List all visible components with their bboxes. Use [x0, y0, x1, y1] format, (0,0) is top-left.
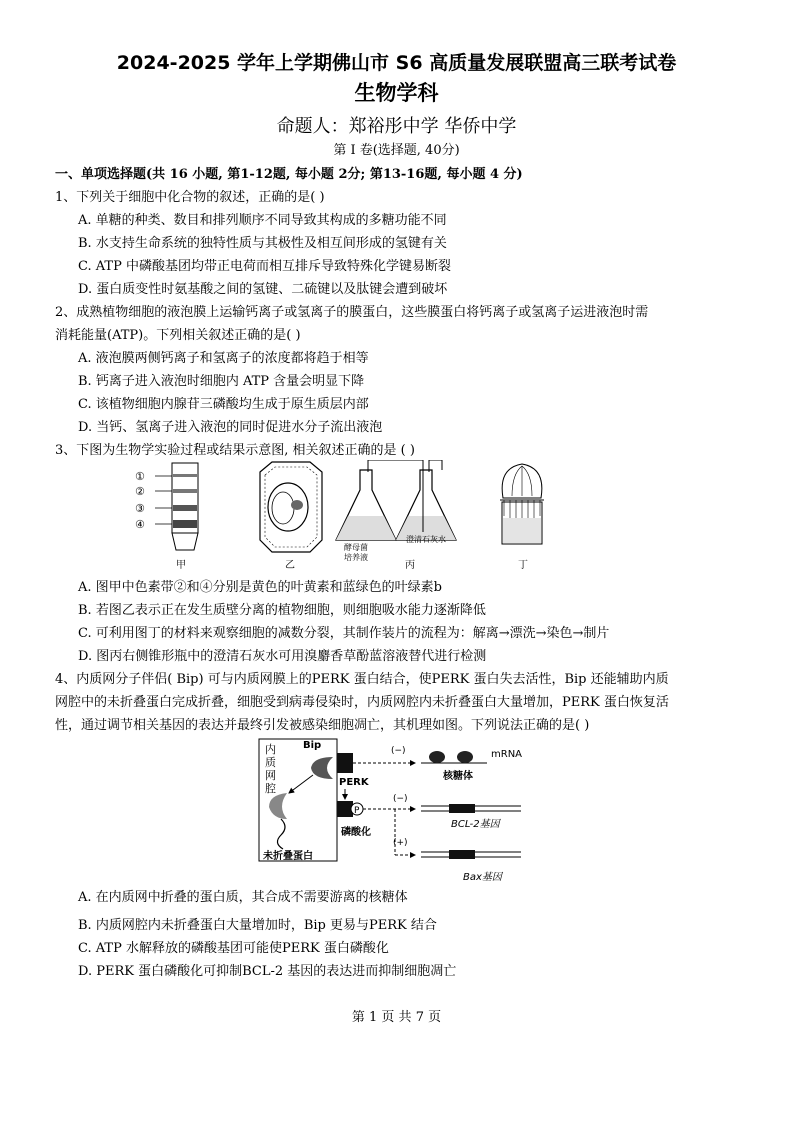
ribosome-2: [457, 751, 473, 763]
fig3-plant-cell: [260, 462, 322, 552]
bax-gene: [449, 850, 475, 859]
q2-stem-line-2: 消耗能量(ATP)。下列相关叙述正确的是( ): [55, 328, 301, 343]
er-label-4: 腔: [265, 782, 276, 795]
q4-option-b: B. 内质网腔内未折叠蛋白大量增加时，Bip 更易与PERK 结合: [78, 918, 437, 933]
q1-option-c: C. ATP 中磷酸基团均带正电荷而相互排斥导致特殊化学键易断裂: [78, 259, 451, 274]
er-label-2: 质: [265, 756, 276, 769]
band-label-4: ④: [135, 518, 145, 531]
fig3-onion-beaker: [500, 464, 544, 544]
q4-stem-line-1: 4、内质网分子伴侣( Bip) 可与内质网膜上的PERK 蛋白结合，使PERK 蛋白失去活性，Bip 还能辅助内质: [55, 672, 669, 687]
flask-label-medium: 培养液: [344, 553, 368, 562]
phosphate-label: P: [354, 806, 360, 816]
figure-3: [120, 460, 560, 565]
fig3-chromatography-strip: [135, 463, 198, 550]
q1-option-a: A. 单糖的种类、数目和排列顺序不同导致其构成的多糖功能不同: [78, 213, 447, 228]
mrna-label: mRNA: [491, 749, 523, 760]
band-label-2: ②: [135, 485, 145, 498]
fig3-caption-yi: 乙: [285, 560, 295, 571]
q3-option-b: B. 若图乙表示正在发生质壁分离的植物细胞，则细胞吸水能力逐渐降低: [78, 603, 486, 618]
er-label-1: 内: [265, 743, 276, 756]
sign-bcl2: (−): [393, 794, 408, 804]
flask-label-yeast: 酵母菌: [344, 543, 368, 552]
author-line: 命题人：郑裕彤中学 华侨中学: [276, 116, 517, 137]
part-heading: 第 I 卷(选择题, 40分): [333, 143, 460, 158]
sign-bax: (+): [393, 838, 408, 848]
fig3-flasks: [336, 460, 456, 562]
q2-option-a: A. 液泡膜两侧钙离子和氢离子的浓度都将趋于相等: [78, 351, 369, 366]
q2-option-c: C. 该植物细胞内腺苷三磷酸均生成于原生质层内部: [78, 397, 369, 412]
q3-option-c: C. 可利用图丁的材料来观察细胞的减数分裂，其制作装片的流程为：解离→漂洗→染色→制片: [78, 626, 610, 641]
page-footer: 第 1 页 共 7 页: [351, 1010, 442, 1025]
phosphorylation-label: 磷酸化: [341, 827, 371, 838]
title-line-1: 2024-2025 学年上学期佛山市 S6 高质量发展联盟高三联考试卷: [116, 52, 677, 74]
bcl2-label: BCL-2基因: [451, 819, 500, 830]
band-label-3: ③: [135, 502, 145, 515]
q3-option-d: D. 图丙右侧锥形瓶中的澄清石灰水可用溴麝香草酚蓝溶液替代进行检测: [78, 649, 487, 664]
q2-stem-line-1: 2、成熟植物细胞的液泡膜上运输钙离子或氢离子的膜蛋白，这些膜蛋白将钙离子或氢离子运进液泡时需: [55, 305, 649, 320]
q1-option-d: D. 蛋白质变性时氨基酸之间的氢键、二硫键以及肽键会遭到破坏: [78, 282, 448, 297]
q1-stem: 1、下列关于细胞中化合物的叙述，正确的是( ): [55, 190, 325, 205]
q3-stem: 3、下图为生物学实验过程或结果示意图, 相关叙述正确的是 ( ): [55, 443, 415, 458]
fig3-caption-ding: 丁: [518, 560, 528, 571]
band-label-1: ①: [135, 470, 145, 483]
fig3-caption-jia: 甲: [176, 560, 186, 571]
q4-stem-line-2: 网腔中的未折叠蛋白完成折叠，细胞受到病毒侵染时，内质网腔内未折叠蛋白大量增加，PERK 蛋白恢复活: [55, 695, 669, 710]
bax-label: Bax基因: [463, 872, 502, 883]
er-label-3: 网: [265, 769, 276, 782]
q4-stem-line-3: 性，通过调节相关基因的表达并最终引发被感染细胞凋亡，其机理如图。下列说法正确的是( ): [55, 718, 590, 733]
ribosome-label: 核糖体: [443, 771, 473, 782]
q2-option-b: B. 钙离子进入液泡时细胞内 ATP 含量会明显下降: [78, 374, 365, 389]
section-heading: 一、单项选择题(共 16 小题, 第1-12题, 每小题 2分; 第13-16题, 每小题 4 分): [55, 167, 523, 182]
q4-option-a: A. 在内质网中折叠的蛋白质，其合成不需要游离的核糖体: [78, 890, 408, 905]
title-line-2: 生物学科: [354, 81, 439, 105]
ribosome-1: [429, 751, 445, 763]
bip-label: Bip: [303, 740, 322, 751]
q1-option-b: B. 水支持生命系统的独特性质与其极性及相互间形成的氢键有关: [78, 236, 447, 251]
perk-protein: [337, 753, 353, 773]
fig3-caption-bing: 丙: [405, 560, 415, 571]
q4-option-d: D. PERK 蛋白磷酸化可抑制BCL-2 基因的表达进而抑制细胞凋亡: [78, 964, 457, 979]
figure-4: [255, 735, 555, 865]
sign-ribosome: (−): [391, 746, 406, 756]
unfolded-protein-label: 未折叠蛋白: [263, 851, 313, 862]
q2-option-d: D. 当钙、氢离子进入液泡的同时促进水分子流出液泡: [78, 420, 383, 435]
q4-option-c: C. ATP 水解释放的磷酸基团可能使PERK 蛋白磷酸化: [78, 941, 389, 956]
bcl2-gene: [449, 804, 475, 813]
q3-option-a: A. 图甲中色素带②和④分别是黄色的叶黄素和蓝绿色的叶绿素b: [78, 580, 442, 595]
perk-label: PERK: [339, 777, 369, 788]
flask-label-limewater: 澄清石灰水: [406, 535, 446, 544]
